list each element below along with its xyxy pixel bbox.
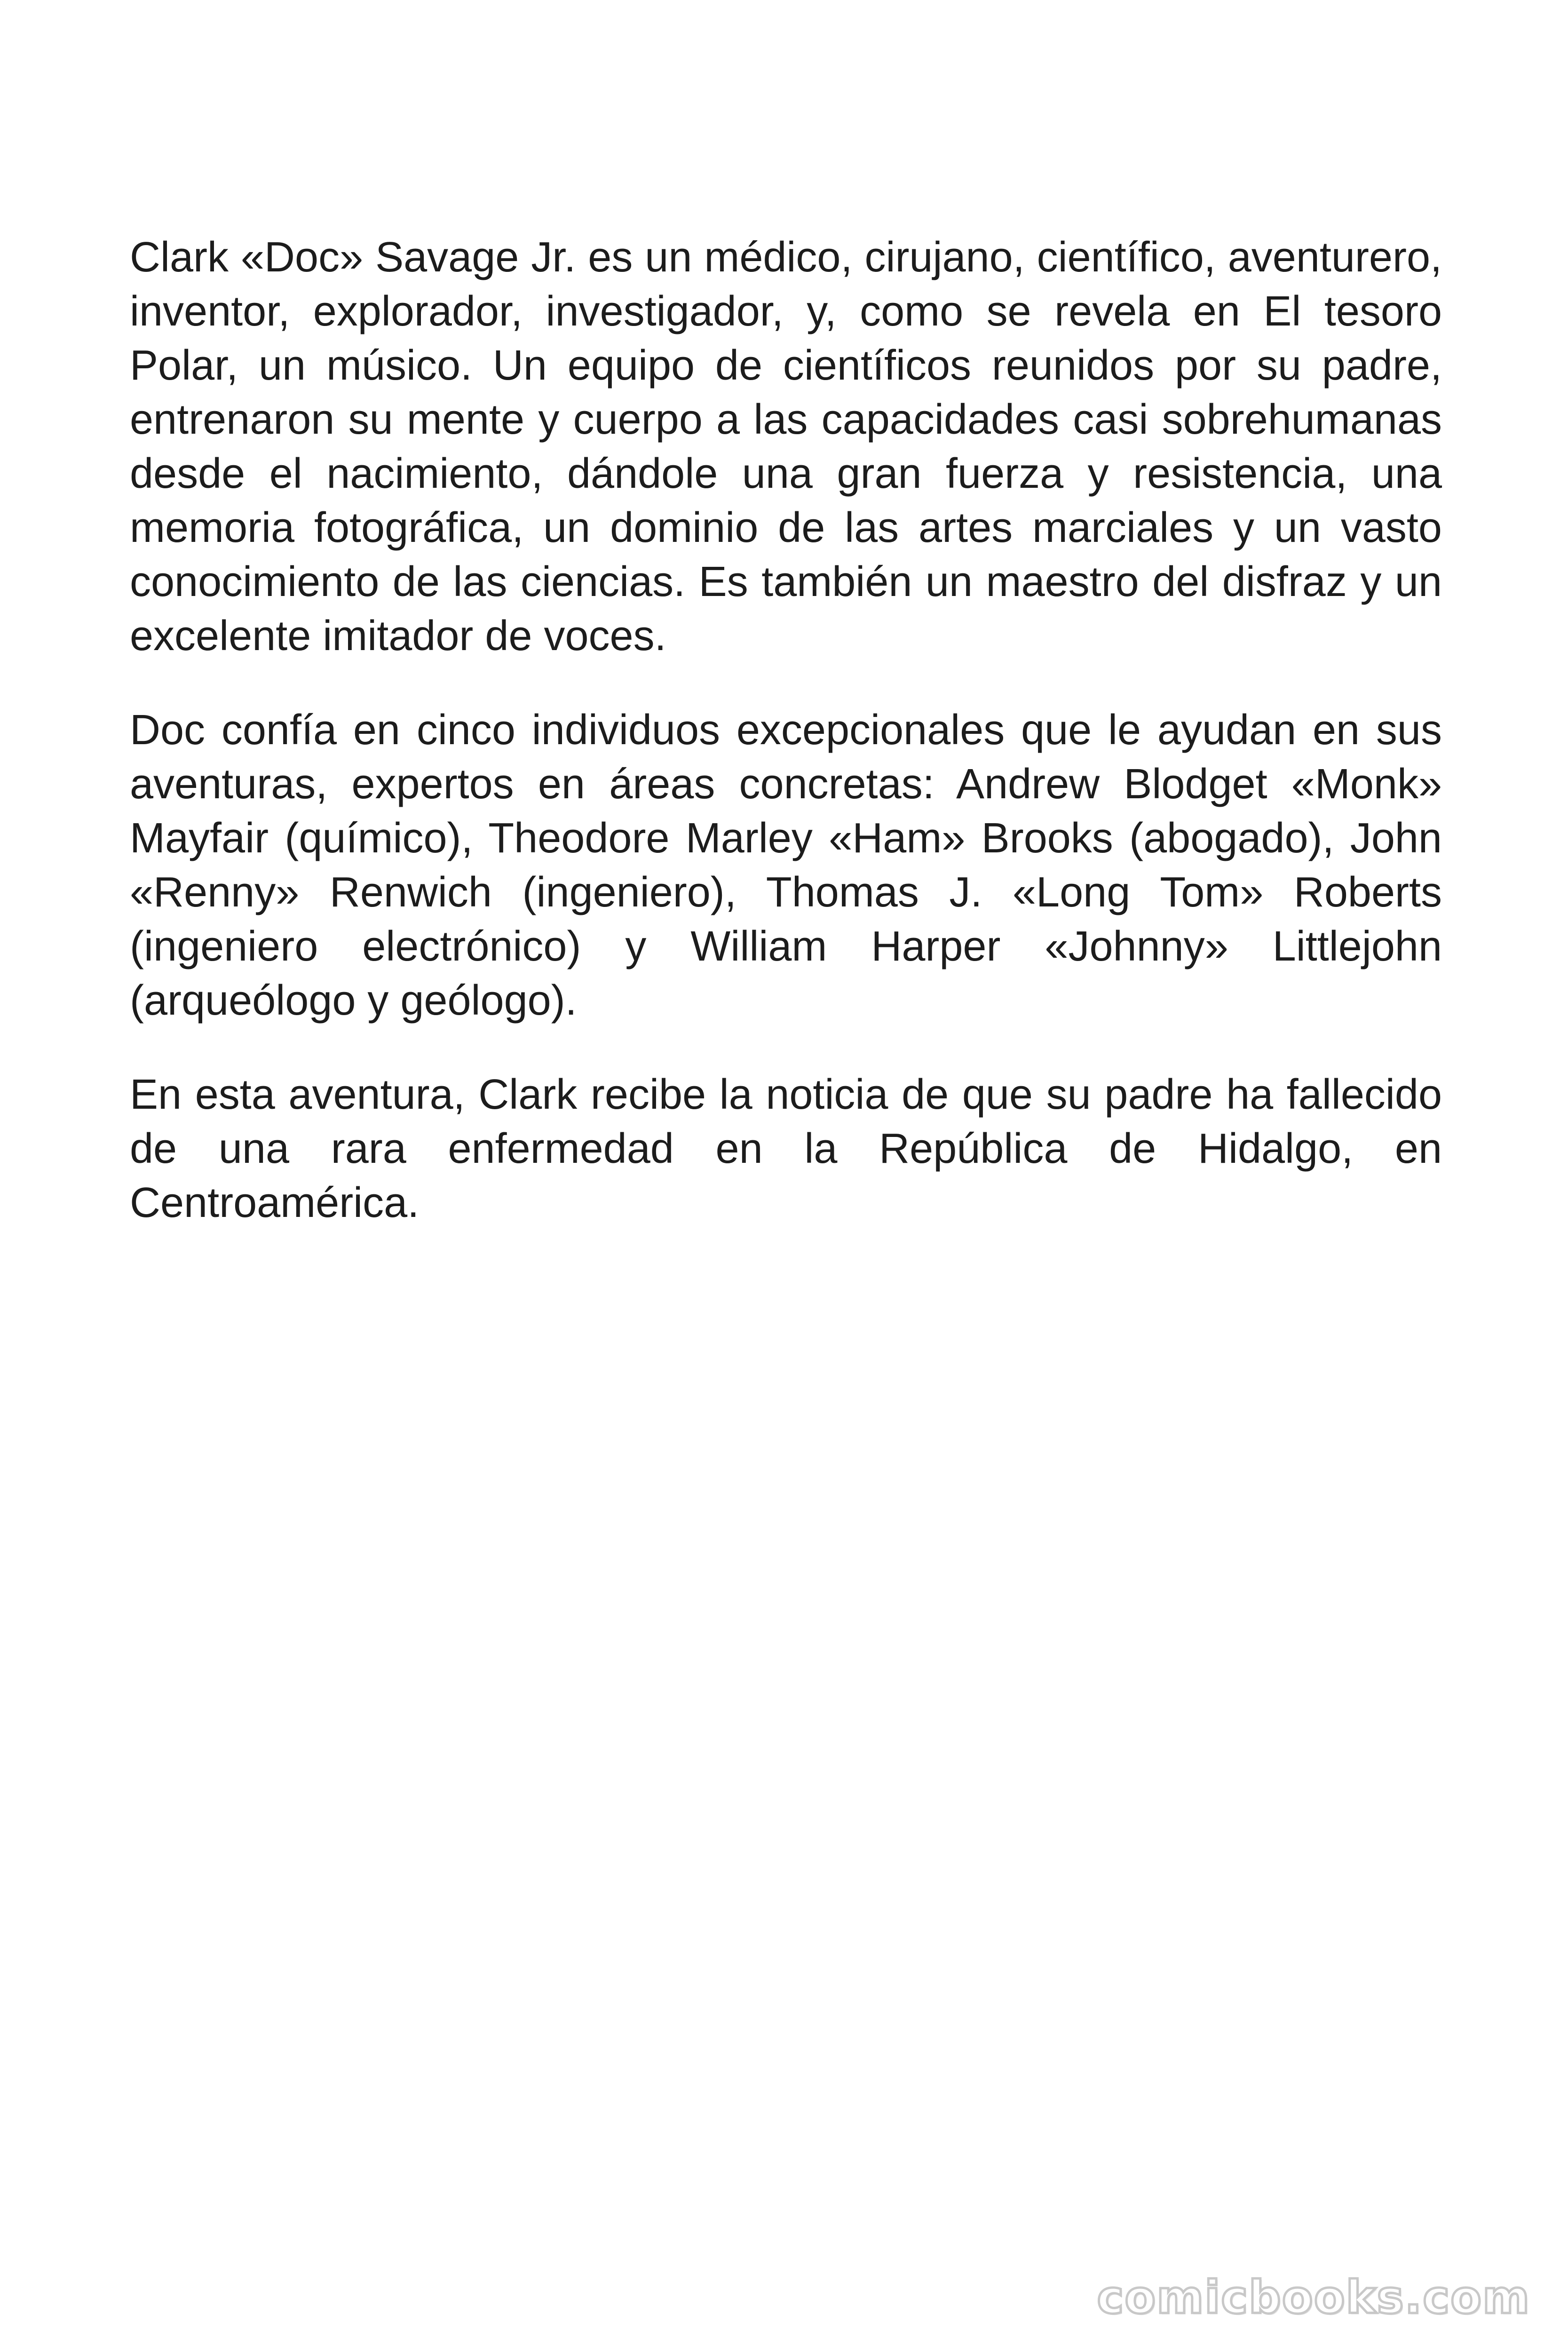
watermark-logo: comicbooks.com [1097, 2271, 1530, 2324]
paragraph-adventure: En esta aventura, Clark recibe la noticia de que su padre ha fallecido de una rara enfermedad en la República de Hidalgo, en Centroamérica. [130, 1071, 1442, 1226]
body-text [130, 230, 1442, 1270]
paragraph-intro: Clark «Doc» Savage Jr. es un médico, cirujano, científico, aventurero, inventor, explorador, investigador, y, como se revela en El tesoro Polar, un músico. Un equipo de científicos reunidos por su padre, entrenaron su mente y cuerpo a las capacidades casi sobrehumanas desde el nacimiento, dándole una gran fuerza y resistencia, una memoria fotográfica, un dominio de las artes marciales y un vasto conocimiento de las ciencias. Es también un maestro del disfraz y un excelente imitador de voces. [130, 234, 1442, 660]
paragraph-companions: Doc confía en cinco individuos excepcionales que le ayudan en sus aventuras, expertos en áreas concretas: Andrew Blodget «Monk» Mayfair (químico), Theodore Marley «Ham» Brooks (abogado), John «Renny» Renwich (ingeniero), Thomas J. «Long Tom» Roberts (ingeniero electrónico) y William Harper «Johnny» Littlejohn (arqueólogo y geólogo). [130, 707, 1442, 1024]
